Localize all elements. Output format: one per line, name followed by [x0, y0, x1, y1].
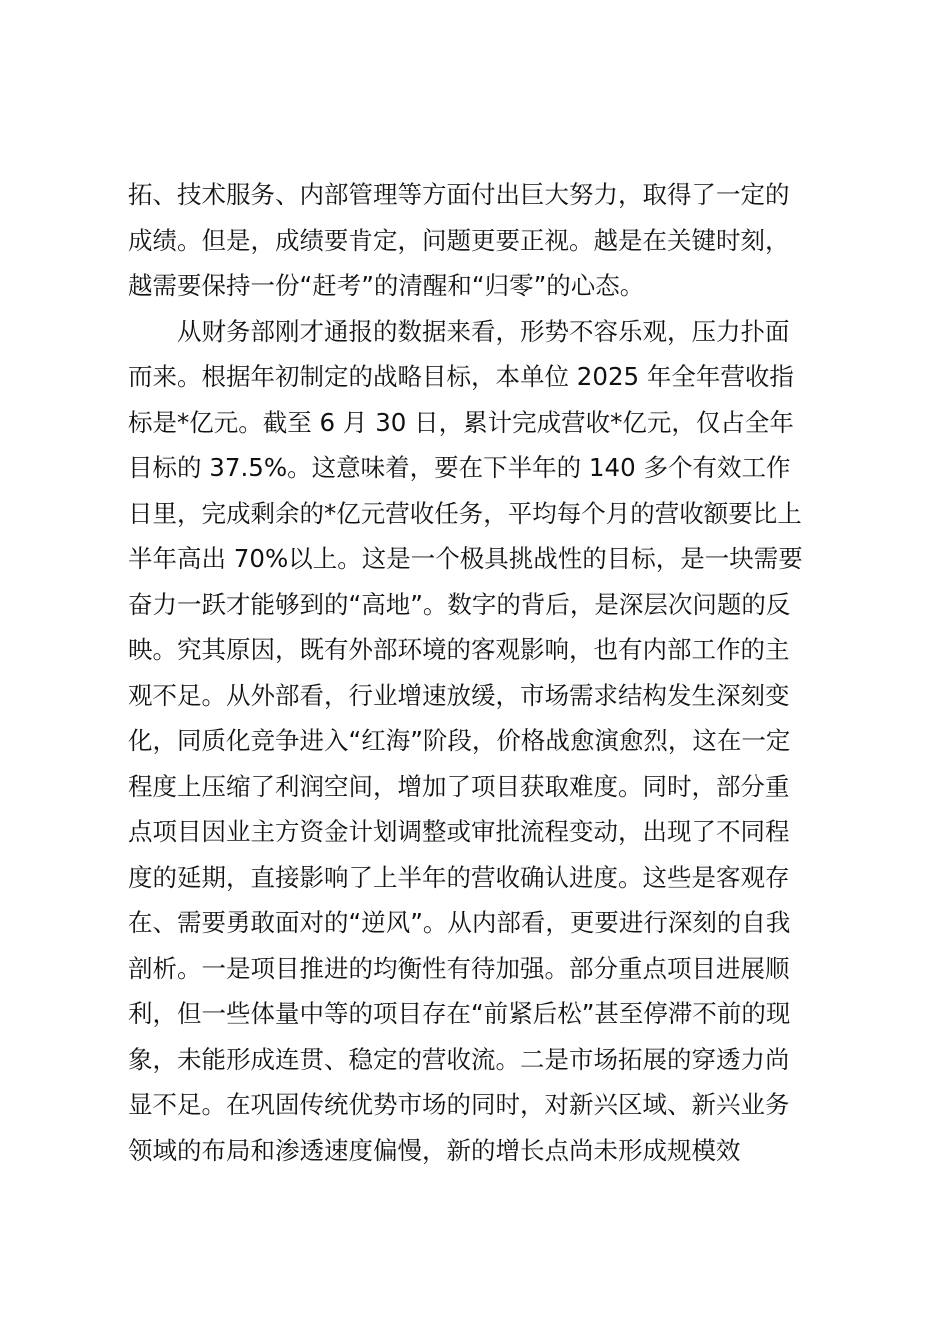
text-line: 标是*亿元。截至 6 月 30 日，累计完成营收*亿元，仅占全年 [128, 407, 794, 437]
text-line: 拓、技术服务、内部管理等方面付出巨大努力，取得了一定的 [128, 180, 790, 209]
paragraph-continuation [128, 172, 828, 309]
text-line: 目标的 37.5%。这意味着，要在下半年的 140 多个有效工作 [128, 453, 791, 482]
text-line: 点项目因业主方资金计划调整或审批流程变动，出现了不同程 [128, 817, 790, 846]
text-line: 映。究其原因，既有外部环境的客观影响，也有内部工作的主 [128, 635, 790, 664]
text-line: 在、需要勇敢面对的“逆风”。从内部看，更要进行深刻的自我 [128, 908, 791, 937]
text-line: 象，未能形成连贯、稳定的营收流。二是市场拓展的穿透力尚 [128, 1044, 790, 1074]
text-line: 观不足。从外部看，行业增速放缓，市场需求结构发生深刻变 [128, 680, 790, 710]
text-line: 度的延期，直接影响了上半年的营收确认进度。这些是客观存 [128, 862, 790, 892]
text-line: 半年高出 70%以上。这是一个极具挑战性的目标，是一块需要 [128, 544, 803, 573]
text-line: 成绩。但是，成绩要肯定，问题更要正视。越是在关键时刻， [128, 225, 790, 255]
paragraph-financial-analysis [128, 309, 828, 1174]
text-line: 越需要保持一份“赶考”的清醒和“归零”的心态。 [128, 271, 645, 300]
text-line: 而来。根据年初制定的战略目标，本单位 2025 年全年营收指 [128, 362, 794, 391]
text-line: 化，同质化竞争进入“红海”阶段，价格战愈演愈烈，这在一定 [128, 726, 791, 755]
text-line: 奋力一跃才能够到的“高地”。数字的背后，是深层次问题的反 [128, 589, 791, 619]
text-line: 剖析。一是项目推进的均衡性有待加强。部分重点项目进展顺 [128, 953, 790, 983]
text-line: 从财务部刚才通报的数据来看，形势不容乐观，压力扑面 [177, 316, 790, 346]
text-line: 领域的布局和渗透速度偏慢，新的增长点尚未形成规模效 [128, 1135, 741, 1165]
text-line: 程度上压缩了利润空间，增加了项目获取难度。同时，部分重 [128, 771, 790, 801]
text-line: 利，但一些体量中等的项目存在“前紧后松”甚至停滞不前的现 [128, 999, 791, 1028]
text-line: 日里，完成剩余的*亿元营收任务，平均每个月的营收额要比上 [128, 498, 802, 528]
text-line: 显不足。在巩固传统优势市场的同时，对新兴区域、新兴业务 [128, 1090, 790, 1119]
